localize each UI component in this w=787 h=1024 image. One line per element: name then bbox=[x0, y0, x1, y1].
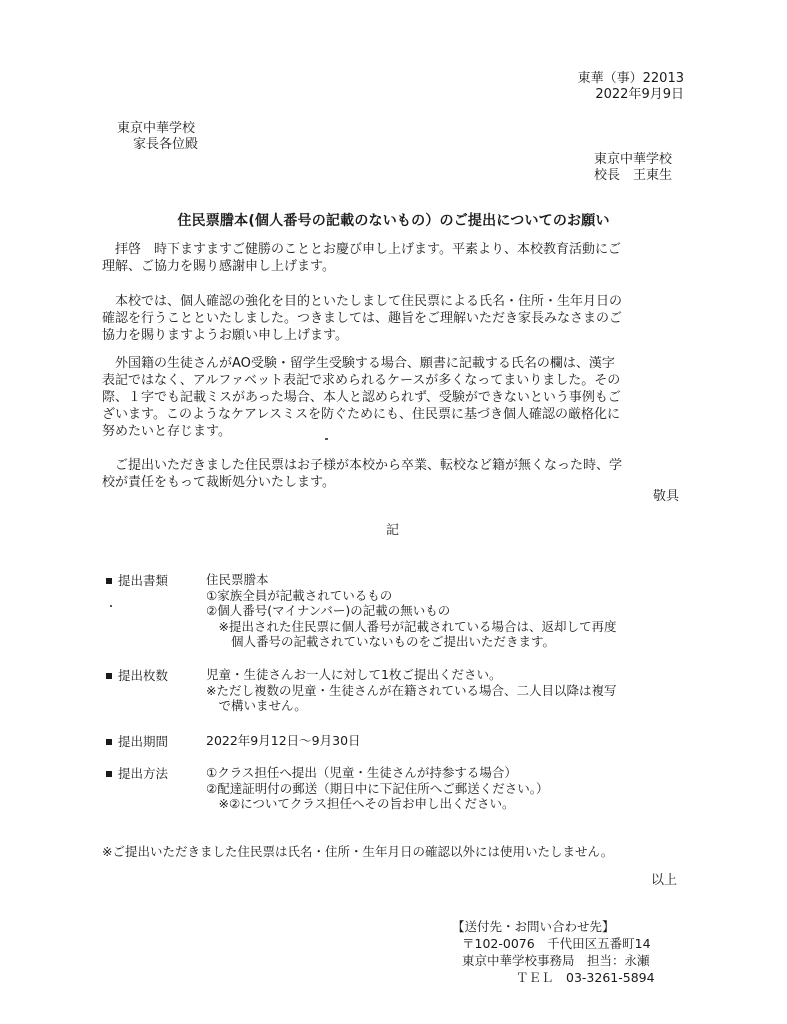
item-content-count: 児童・生徒さんお一人に対して1枚ご提出ください。 ※ただし複数の児童・生徒さんが在籍されている場合、二人目以降は複写 で構いません。 bbox=[206, 667, 617, 713]
contact-postal-address: 〒102-0076 千代田区五番町14 bbox=[462, 936, 651, 951]
contact-phone: ＴＥＬ 03-3261-5894 bbox=[516, 970, 655, 985]
item-label-period: 提出期間 bbox=[106, 733, 168, 750]
paragraph-line: ざいます。このようなケアレスミスを防ぐためにも、住民票に基づき個人確認の厳格化に bbox=[102, 407, 621, 422]
item-content-period: 2022年9月12日～9月30日 bbox=[206, 733, 361, 748]
sender-school: 東京中華学校 bbox=[594, 152, 673, 167]
bullet-square-icon bbox=[106, 673, 112, 679]
paragraph-disposal bbox=[102, 457, 692, 491]
item-content-documents: 住民票謄本 ①家族全員が記載されているもの ②個人番号(マイナンバー)の記載の無いもの ※提出された住民票に個人番号が記載されている場合は、返却して再度 個人番号の記載されていないものをご提出いただきます。 bbox=[206, 572, 617, 649]
letter-date: 2022年9月9日 bbox=[595, 87, 684, 102]
paragraph-line: 拝啓 時下ますますご健勝のこととお慶び申し上げます。平素より、本校教育活動にご bbox=[102, 242, 621, 257]
reference-number: 東華（事）22013 bbox=[577, 71, 684, 86]
paragraph-line: 確認を行うことといたしました。つきましては、趣旨をご理解いただき家長みなさまのご bbox=[102, 311, 623, 326]
scan-speck bbox=[110, 605, 112, 607]
contact-office: 東京中華学校事務局 担当：永瀬 bbox=[462, 953, 650, 968]
recipient-parents: 家長各位殿 bbox=[133, 137, 199, 152]
paragraph-reason bbox=[102, 355, 692, 440]
bullet-square-icon bbox=[106, 771, 112, 777]
paragraph-line: 外国籍の生徒さんがAO受験・留学生受験する場合、願書に記載する氏名の欄は、漢字 bbox=[102, 356, 615, 371]
ki-heading: 記 bbox=[386, 523, 400, 538]
closing-ijou: 以上 bbox=[650, 873, 677, 888]
contact-heading: 【送付先・お問い合わせ先】 bbox=[452, 919, 615, 934]
item-content-method: ①クラス担任へ提出（児童・生徒さんが持参する場合） ②配達証明付の郵送（期日中に下記住所へご郵送ください。） ※②についてクラス担任へその旨お申し出ください。 bbox=[206, 765, 549, 811]
sender-principal: 校長 王東生 bbox=[594, 168, 673, 183]
item-label-method: 提出方法 bbox=[106, 765, 168, 782]
item-label-count: 提出枚数 bbox=[106, 667, 168, 684]
paragraph-line: 本校では、個人確認の強化を目的といたしまして住民票による氏名・住所・生年月日の bbox=[102, 294, 623, 309]
paragraph-line: 校が責任をもって裁断処分いたします。 bbox=[102, 475, 335, 490]
letter-title: 住民票謄本(個人番号の記載のないもの）のご提出についてのお願い bbox=[177, 213, 610, 229]
paragraph-line: 協力を賜りますようお願い申し上げます。 bbox=[102, 328, 348, 343]
paragraph-line: 努めたいと存じます。 bbox=[102, 424, 231, 439]
usage-note: ※ご提出いただきました住民票は氏名・住所・生年月日の確認以外には使用いたしません。 bbox=[102, 844, 614, 859]
contact-block bbox=[452, 918, 655, 986]
scan-speck bbox=[325, 438, 328, 440]
paragraph-greeting bbox=[102, 241, 692, 275]
paragraph-line: ご提出いただきました住民票はお子様が本校から卒業、転校など籍が無くなった時、学 bbox=[102, 458, 623, 473]
bullet-square-icon bbox=[106, 578, 112, 584]
paragraph-line: 際、１字でも記載ミスがあった場合、本人と認められず、受験ができないという事例もご bbox=[102, 390, 621, 405]
recipient-school: 東京中華学校 bbox=[117, 121, 196, 136]
bullet-square-icon bbox=[106, 739, 112, 745]
item-label-documents: 提出書類 bbox=[106, 572, 168, 589]
paragraph-purpose bbox=[102, 293, 692, 344]
paragraph-line: 理解、ご協力を賜り感謝申し上げます。 bbox=[102, 259, 335, 274]
paragraph-line: 表記ではなく、アルファベット表記で求められるケースが多くなってまいりました。その bbox=[102, 373, 621, 388]
closing-keigu: 敬具 bbox=[652, 489, 679, 504]
